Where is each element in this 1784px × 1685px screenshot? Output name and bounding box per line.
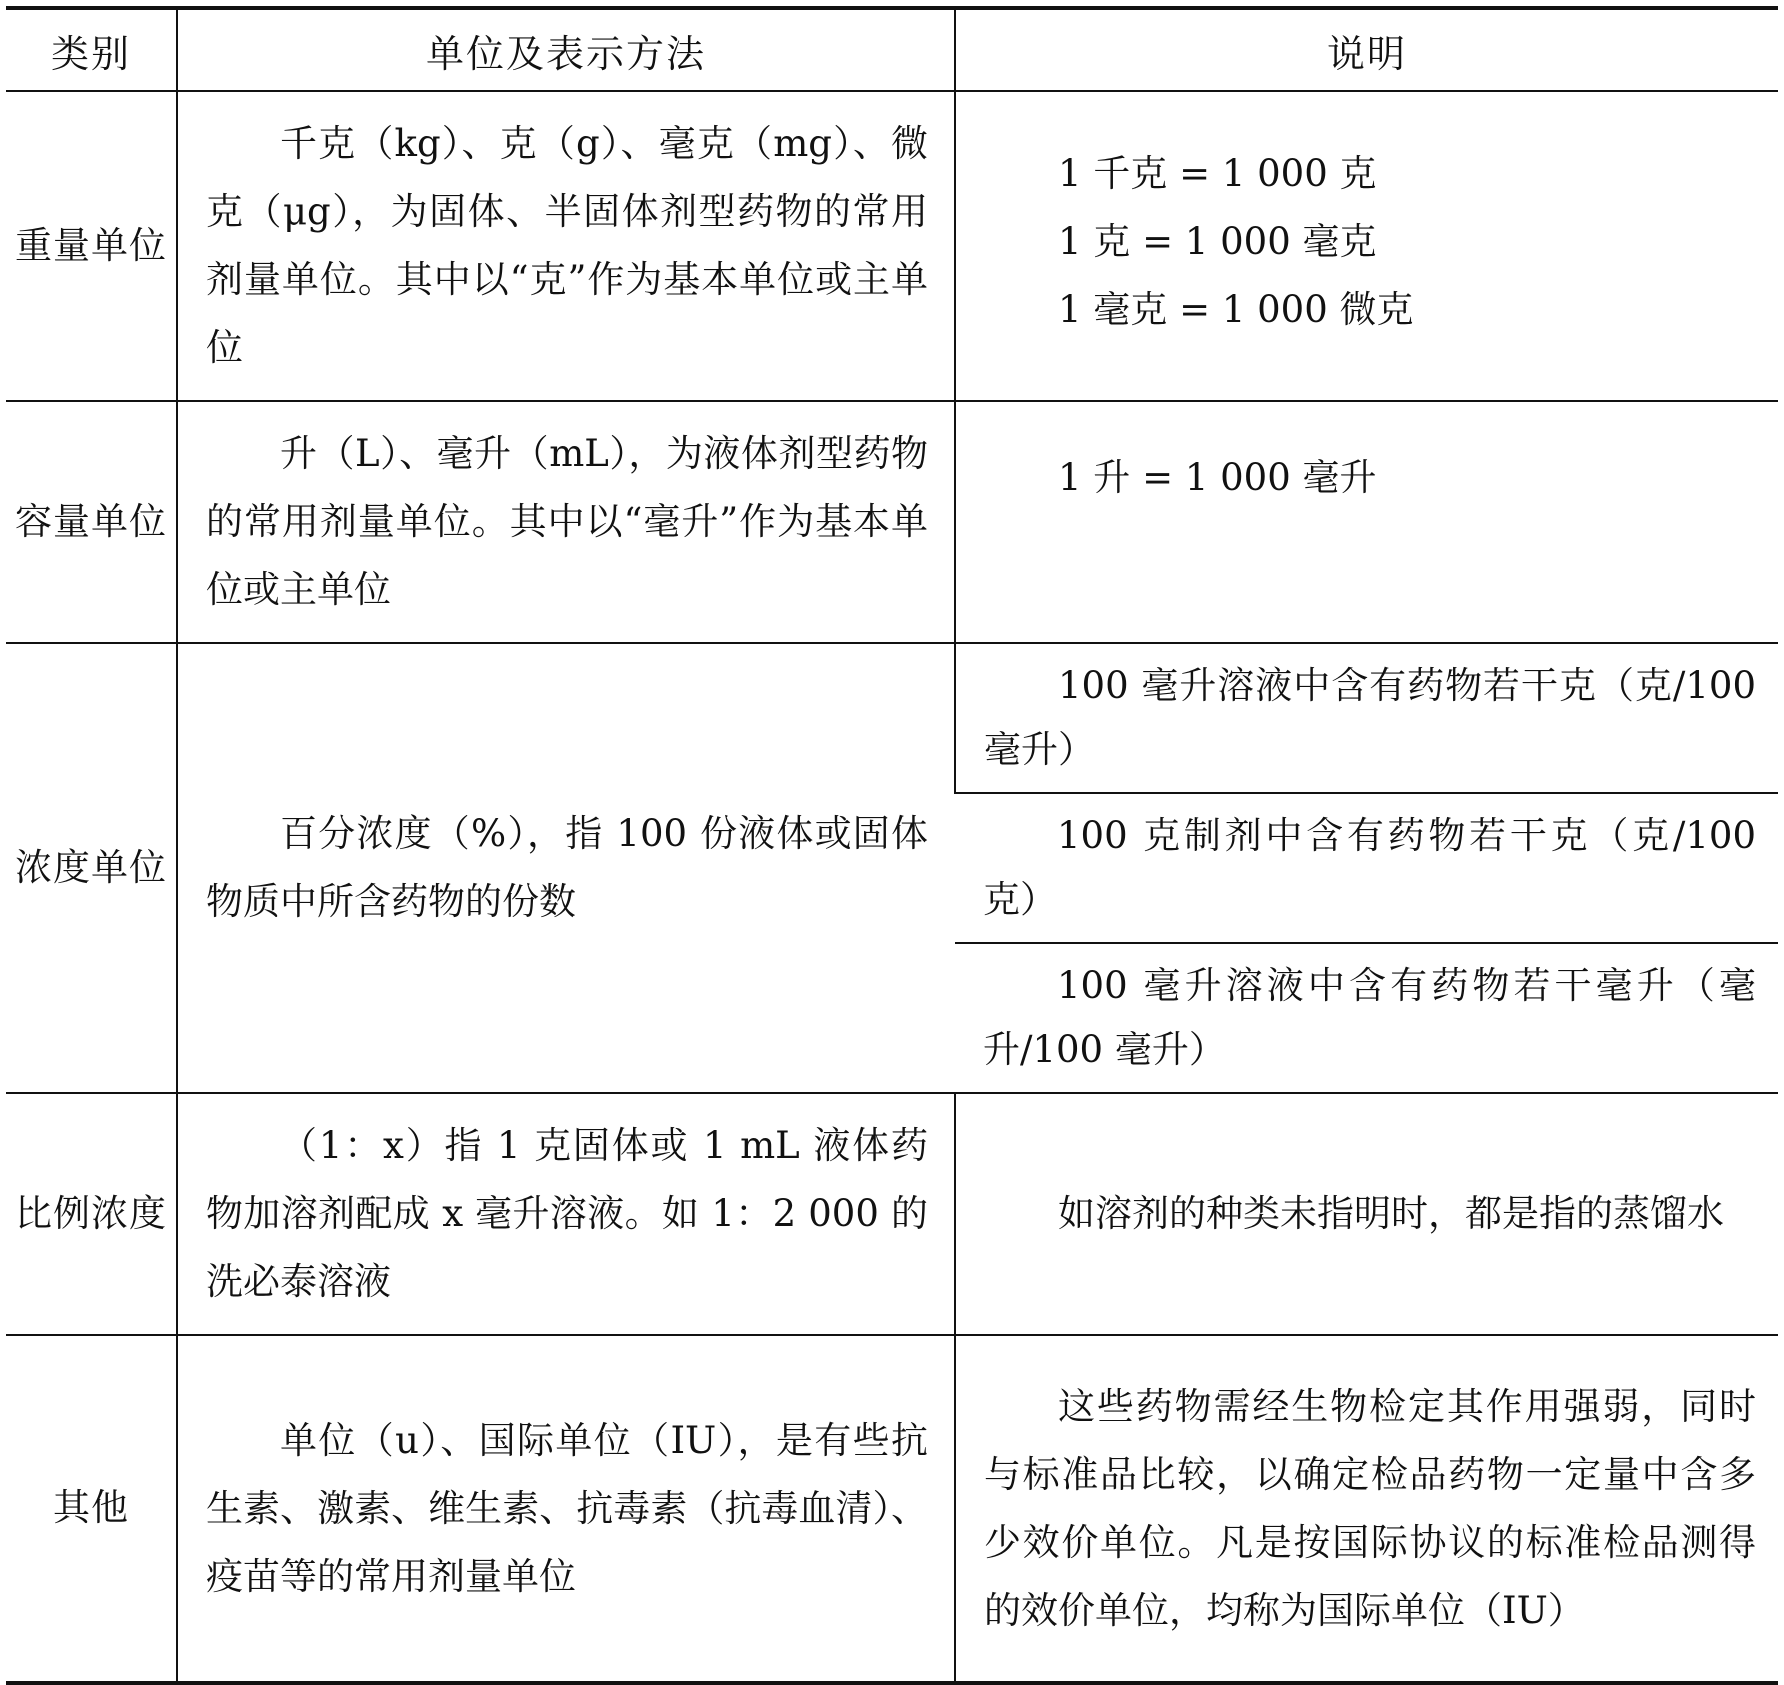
note-text: 100 毫升溶液中含有药物若干克（克/100 毫升）: [984, 664, 1756, 771]
note-line: 1 毫克 = 1 000 微克: [1058, 288, 1414, 331]
note-line: 1 千克 = 1 000 克: [1058, 152, 1377, 195]
method-cell: [177, 1093, 955, 1335]
table-row-ratio: [6, 1093, 1778, 1335]
notes-cell: [955, 401, 1778, 643]
header-notes: 说明: [955, 8, 1778, 91]
category-cell: 容量单位: [6, 401, 177, 643]
notes-cell: [955, 793, 1778, 943]
note-text: 100 毫升溶液中含有药物若干毫升（毫升/100 毫升）: [983, 964, 1756, 1071]
table-row-volume: [6, 401, 1778, 643]
method-cell: [177, 1335, 955, 1683]
notes-cell: [955, 643, 1778, 793]
table-row-other: [6, 1335, 1778, 1683]
method-cell: [177, 401, 955, 643]
table-row-weight: [6, 91, 1778, 401]
method-cell: [177, 91, 955, 401]
note-line: 1 升 = 1 000 毫升: [1058, 456, 1377, 499]
note-text: 100 克制剂中含有药物若干克（克/100 克）: [983, 814, 1756, 921]
notes-cell: [955, 1093, 1778, 1335]
method-text: （1：x）指 1 克固体或 1 mL 液体药物加溶剂配成 x 毫升溶液。如 1：2 000 的洗必泰溶液: [206, 1124, 928, 1303]
method-text: 单位（u）、国际单位（IU），是有些抗生素、激素、维生素、抗毒素（抗毒血清）、疫苗等的常用剂量单位: [206, 1418, 928, 1598]
note-line: 1 克 = 1 000 毫克: [1058, 220, 1377, 263]
notes-cell: [955, 943, 1778, 1093]
method-text: 千克（kg）、克（g）、毫克（mg）、微克（μg），为固体、半固体剂型药物的常用剂量单位。其中以“克”作为基本单位或主单位: [206, 122, 928, 369]
table-header-row: [6, 8, 1778, 91]
units-table: [6, 6, 1778, 1685]
note-text: 如溶剂的种类未指明时，都是指的蒸馏水: [1058, 1192, 1724, 1235]
method-text: 升（L）、毫升（mL），为液体剂型药物的常用剂量单位。其中以“毫升”作为基本单位或主单位: [206, 432, 928, 611]
header-method: 单位及表示方法: [177, 8, 955, 91]
method-text: 百分浓度（%），指 100 份液体或固体物质中所含药物的份数: [206, 812, 928, 923]
category-cell: 比例浓度: [6, 1093, 177, 1335]
category-cell: 浓度单位: [6, 643, 177, 1093]
header-category: 类别: [6, 8, 177, 91]
category-cell: 其他: [6, 1335, 177, 1683]
note-text: 这些药物需经生物检定其作用强弱，同时与标准品比较，以确定检品药物一定量中含多少效价单位。凡是按国际协议的标准检品测得的效价单位，均称为国际单位（IU）: [984, 1384, 1756, 1632]
table-row-concentration: [6, 643, 1778, 793]
notes-cell: [955, 91, 1778, 401]
category-cell: 重量单位: [6, 91, 177, 401]
method-cell: [177, 643, 955, 1093]
units-table-container: [6, 6, 1778, 1636]
notes-cell: [955, 1335, 1778, 1683]
